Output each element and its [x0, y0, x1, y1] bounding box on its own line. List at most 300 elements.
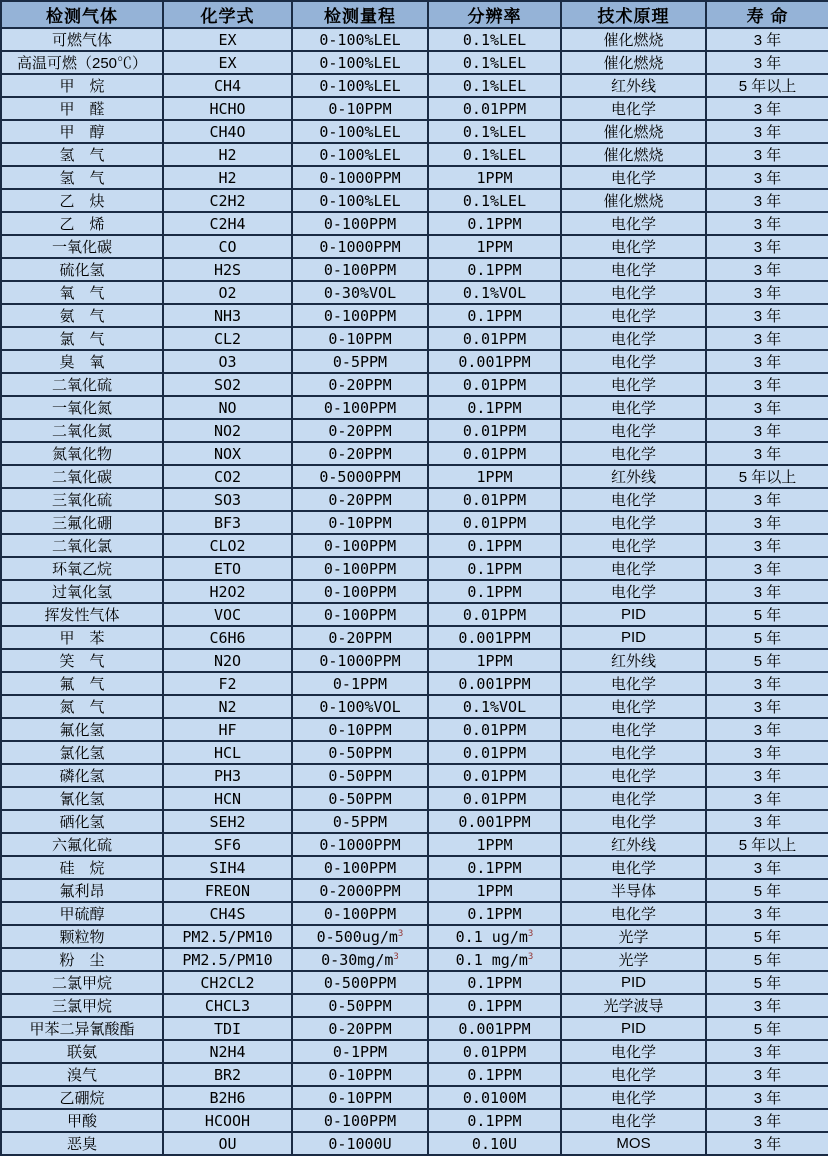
cell-resolution: 0.001PPM	[428, 810, 561, 833]
cell-resolution: 0.01PPM	[428, 603, 561, 626]
cell-lifespan: 3 年	[706, 695, 828, 718]
cell-principle: 红外线	[561, 833, 706, 856]
cell-gas-name: 氨 气	[1, 304, 163, 327]
table-row	[1, 603, 828, 626]
cell-range: 0-100PPM	[292, 304, 428, 327]
table-row	[1, 925, 828, 948]
superscript-3: 3	[527, 928, 534, 939]
column-header: 检测气体	[1, 1, 163, 28]
cell-principle: 电化学	[561, 902, 706, 925]
cell-formula: PM2.5/PM10	[163, 948, 292, 971]
cell-range: 0-100PPM	[292, 212, 428, 235]
cell-formula: PH3	[163, 764, 292, 787]
table-row	[1, 580, 828, 603]
cell-gas-name: 二氧化氮	[1, 419, 163, 442]
cell-range: 0-20PPM	[292, 626, 428, 649]
table-row	[1, 143, 828, 166]
column-header: 检测量程	[292, 1, 428, 28]
cell-principle: 电化学	[561, 97, 706, 120]
cell-gas-name: 二氧化硫	[1, 373, 163, 396]
cell-range: $0-30mg/m^3$	[292, 948, 428, 971]
cell-range: 0-5PPM	[292, 810, 428, 833]
cell-gas-name: 氢 气	[1, 143, 163, 166]
table-row	[1, 396, 828, 419]
cell-range: 0-100%LEL	[292, 28, 428, 51]
cell-principle: 电化学	[561, 1040, 706, 1063]
cell-resolution: 0.1%VOL	[428, 695, 561, 718]
cell-principle: 电化学	[561, 258, 706, 281]
table-row	[1, 764, 828, 787]
cell-range: $0-500ug/m^3$	[292, 925, 428, 948]
cell-range: 0-2000PPM	[292, 879, 428, 902]
cell-principle: 电化学	[561, 580, 706, 603]
table-row	[1, 51, 828, 74]
cell-lifespan: 3 年	[706, 373, 828, 396]
cell-gas-name: 氯化氢	[1, 741, 163, 764]
cell-resolution: 0.1PPM	[428, 856, 561, 879]
cell-resolution: 0.001PPM	[428, 1017, 561, 1040]
cell-formula: NH3	[163, 304, 292, 327]
cell-gas-name: 二氧化氯	[1, 534, 163, 557]
cell-formula: H2O2	[163, 580, 292, 603]
cell-principle: PID	[561, 626, 706, 649]
table-row	[1, 465, 828, 488]
cell-resolution: 0.1%LEL	[428, 120, 561, 143]
cell-resolution: 0.1PPM	[428, 994, 561, 1017]
cell-principle: 电化学	[561, 166, 706, 189]
table-row	[1, 419, 828, 442]
cell-range: 0-1000PPM	[292, 649, 428, 672]
cell-principle: 催化燃烧	[561, 51, 706, 74]
cell-range: 0-100%LEL	[292, 120, 428, 143]
table-row	[1, 971, 828, 994]
table-row	[1, 1086, 828, 1109]
header-row	[1, 1, 828, 28]
cell-range: 0-1000PPM	[292, 833, 428, 856]
cell-formula: FREON	[163, 879, 292, 902]
table-row	[1, 373, 828, 396]
column-header: 化学式	[163, 1, 292, 28]
cell-range: 0-20PPM	[292, 1017, 428, 1040]
cell-lifespan: 5 年	[706, 971, 828, 994]
table-row	[1, 97, 828, 120]
cell-resolution: 0.1%LEL	[428, 51, 561, 74]
cell-formula: BF3	[163, 511, 292, 534]
cell-principle: 电化学	[561, 741, 706, 764]
cell-gas-name: 氟化氢	[1, 718, 163, 741]
cell-formula: N2O	[163, 649, 292, 672]
table-row	[1, 534, 828, 557]
table-row	[1, 787, 828, 810]
cell-range: 0-50PPM	[292, 741, 428, 764]
cell-lifespan: 3 年	[706, 856, 828, 879]
cell-resolution: 0.1%LEL	[428, 143, 561, 166]
cell-lifespan: 3 年	[706, 1132, 828, 1155]
cell-lifespan: 3 年	[706, 1109, 828, 1132]
cell-lifespan: 3 年	[706, 258, 828, 281]
cell-principle: 电化学	[561, 373, 706, 396]
table-row	[1, 741, 828, 764]
superscript-3: 3	[527, 951, 534, 962]
cell-formula: CL2	[163, 327, 292, 350]
cell-resolution: 0.01PPM	[428, 442, 561, 465]
cell-range: 0-50PPM	[292, 787, 428, 810]
cell-principle: 催化燃烧	[561, 120, 706, 143]
table-row	[1, 511, 828, 534]
cell-gas-name: 挥发性气体	[1, 603, 163, 626]
column-header: 分辨率	[428, 1, 561, 28]
cell-lifespan: 3 年	[706, 350, 828, 373]
table-row	[1, 304, 828, 327]
cell-range: 0-1PPM	[292, 672, 428, 695]
cell-range: 0-100%VOL	[292, 695, 428, 718]
cell-resolution: 0.01PPM	[428, 419, 561, 442]
cell-formula: CH4S	[163, 902, 292, 925]
cell-gas-name: 二氯甲烷	[1, 971, 163, 994]
cell-resolution: 0.10U	[428, 1132, 561, 1155]
table-row	[1, 74, 828, 97]
cell-principle: 电化学	[561, 672, 706, 695]
cell-gas-name: 甲 醇	[1, 120, 163, 143]
cell-gas-name: 甲 苯	[1, 626, 163, 649]
cell-range: 0-100%LEL	[292, 51, 428, 74]
cell-resolution: 0.01PPM	[428, 511, 561, 534]
cell-lifespan: 3 年	[706, 442, 828, 465]
cell-principle: 电化学	[561, 419, 706, 442]
cell-gas-name: 氮氧化物	[1, 442, 163, 465]
cell-gas-name: 甲 醛	[1, 97, 163, 120]
cell-formula: N2	[163, 695, 292, 718]
cell-resolution: 0.0100M	[428, 1086, 561, 1109]
cell-resolution: 0.01PPM	[428, 373, 561, 396]
cell-lifespan: 5 年	[706, 879, 828, 902]
cell-lifespan: 3 年	[706, 396, 828, 419]
cell-formula: HCOOH	[163, 1109, 292, 1132]
cell-formula: CHCL3	[163, 994, 292, 1017]
table-row	[1, 810, 828, 833]
cell-range: 0-100PPM	[292, 902, 428, 925]
cell-gas-name: 溴气	[1, 1063, 163, 1086]
table-row	[1, 327, 828, 350]
table-row	[1, 833, 828, 856]
cell-principle: 电化学	[561, 1063, 706, 1086]
cell-resolution: 0.01PPM	[428, 718, 561, 741]
cell-gas-name: 高温可燃（250℃）	[1, 51, 163, 74]
table-row	[1, 166, 828, 189]
cell-formula: HCHO	[163, 97, 292, 120]
cell-formula: CH4	[163, 74, 292, 97]
cell-formula: NO	[163, 396, 292, 419]
cell-gas-name: 恶臭	[1, 1132, 163, 1155]
cell-formula: CO2	[163, 465, 292, 488]
cell-principle: 电化学	[561, 695, 706, 718]
cell-resolution: 0.001PPM	[428, 350, 561, 373]
cell-gas-name: 氧 气	[1, 281, 163, 304]
cell-lifespan: 3 年	[706, 557, 828, 580]
cell-gas-name: 氟 气	[1, 672, 163, 695]
cell-lifespan: 5 年	[706, 948, 828, 971]
cell-range: 0-20PPM	[292, 442, 428, 465]
table-row	[1, 1017, 828, 1040]
cell-formula: CH4O	[163, 120, 292, 143]
table-row	[1, 212, 828, 235]
cell-lifespan: 5 年	[706, 925, 828, 948]
table-row	[1, 994, 828, 1017]
cell-gas-name: 臭 氧	[1, 350, 163, 373]
table-row	[1, 626, 828, 649]
cell-resolution: 0.1%LEL	[428, 74, 561, 97]
cell-gas-name: 可燃气体	[1, 28, 163, 51]
cell-resolution: 0.1%LEL	[428, 189, 561, 212]
cell-range: 0-100PPM	[292, 258, 428, 281]
table-row	[1, 235, 828, 258]
cell-principle: 电化学	[561, 718, 706, 741]
cell-formula: CH2CL2	[163, 971, 292, 994]
cell-range: 0-50PPM	[292, 994, 428, 1017]
cell-gas-name: 甲苯二异氰酸酯	[1, 1017, 163, 1040]
cell-formula: H2	[163, 143, 292, 166]
cell-resolution: 1PPM	[428, 465, 561, 488]
cell-resolution: 1PPM	[428, 166, 561, 189]
cell-principle: 红外线	[561, 649, 706, 672]
table-row	[1, 442, 828, 465]
cell-formula: SEH2	[163, 810, 292, 833]
cell-principle: 电化学	[561, 304, 706, 327]
cell-lifespan: 3 年	[706, 189, 828, 212]
cell-resolution: 0.1 $mg/m^3$	[428, 948, 561, 971]
cell-principle: 电化学	[561, 810, 706, 833]
cell-formula: PM2.5/PM10	[163, 925, 292, 948]
cell-principle: 电化学	[561, 488, 706, 511]
cell-gas-name: 甲 烷	[1, 74, 163, 97]
cell-resolution: 1PPM	[428, 833, 561, 856]
cell-lifespan: 3 年	[706, 1086, 828, 1109]
cell-resolution: 0.01PPM	[428, 787, 561, 810]
table-body	[1, 28, 828, 1155]
cell-range: 0-20PPM	[292, 373, 428, 396]
cell-range: 0-20PPM	[292, 419, 428, 442]
cell-resolution: 0.1%VOL	[428, 281, 561, 304]
table-row	[1, 281, 828, 304]
cell-lifespan: 3 年	[706, 718, 828, 741]
cell-resolution: 0.1PPM	[428, 258, 561, 281]
cell-range: 0-10PPM	[292, 1063, 428, 1086]
cell-formula: CO	[163, 235, 292, 258]
cell-range: 0-30%VOL	[292, 281, 428, 304]
cell-gas-name: 过氧化氢	[1, 580, 163, 603]
cell-lifespan: 3 年	[706, 235, 828, 258]
cell-formula: CLO2	[163, 534, 292, 557]
cell-lifespan: 3 年	[706, 51, 828, 74]
cell-gas-name: 环氧乙烷	[1, 557, 163, 580]
cell-lifespan: 3 年	[706, 580, 828, 603]
cell-formula: ETO	[163, 557, 292, 580]
cell-range: 0-100PPM	[292, 580, 428, 603]
cell-lifespan: 3 年	[706, 281, 828, 304]
cell-gas-name: 六氟化硫	[1, 833, 163, 856]
cell-range: 0-10PPM	[292, 511, 428, 534]
cell-range: 0-100%LEL	[292, 189, 428, 212]
cell-range: 0-100PPM	[292, 534, 428, 557]
column-header: 技术原理	[561, 1, 706, 28]
cell-formula: SF6	[163, 833, 292, 856]
table-row	[1, 948, 828, 971]
cell-lifespan: 3 年	[706, 28, 828, 51]
table-row	[1, 1109, 828, 1132]
cell-resolution: 0.1PPM	[428, 902, 561, 925]
cell-range: 0-100PPM	[292, 603, 428, 626]
cell-range: 0-10PPM	[292, 1086, 428, 1109]
table-row	[1, 1040, 828, 1063]
table-row	[1, 649, 828, 672]
cell-principle: 电化学	[561, 350, 706, 373]
cell-resolution: 0.1PPM	[428, 1109, 561, 1132]
cell-principle: 电化学	[561, 787, 706, 810]
cell-lifespan: 3 年	[706, 764, 828, 787]
cell-resolution: 0.1PPM	[428, 971, 561, 994]
cell-principle: 电化学	[561, 764, 706, 787]
cell-lifespan: 3 年	[706, 1040, 828, 1063]
cell-principle: 催化燃烧	[561, 28, 706, 51]
cell-gas-name: 一氧化氮	[1, 396, 163, 419]
cell-formula: HF	[163, 718, 292, 741]
cell-range: 0-5000PPM	[292, 465, 428, 488]
cell-principle: 电化学	[561, 1086, 706, 1109]
cell-formula: H2	[163, 166, 292, 189]
cell-principle: 电化学	[561, 396, 706, 419]
cell-lifespan: 5 年以上	[706, 833, 828, 856]
table-row	[1, 120, 828, 143]
cell-lifespan: 3 年	[706, 97, 828, 120]
cell-range: 0-20PPM	[292, 488, 428, 511]
cell-principle: 光学	[561, 925, 706, 948]
cell-range: 0-1000U	[292, 1132, 428, 1155]
cell-principle: 电化学	[561, 534, 706, 557]
cell-lifespan: 3 年	[706, 534, 828, 557]
cell-principle: 半导体	[561, 879, 706, 902]
cell-formula: C2H2	[163, 189, 292, 212]
cell-resolution: 0.001PPM	[428, 626, 561, 649]
cell-resolution: 1PPM	[428, 235, 561, 258]
cell-lifespan: 3 年	[706, 143, 828, 166]
cell-lifespan: 3 年	[706, 902, 828, 925]
cell-formula: F2	[163, 672, 292, 695]
cell-principle: 红外线	[561, 74, 706, 97]
cell-lifespan: 3 年	[706, 994, 828, 1017]
cell-range: 0-10PPM	[292, 327, 428, 350]
cell-formula: C6H6	[163, 626, 292, 649]
cell-range: 0-5PPM	[292, 350, 428, 373]
cell-formula: SIH4	[163, 856, 292, 879]
cell-range: 0-10PPM	[292, 718, 428, 741]
cell-gas-name: 氰化氢	[1, 787, 163, 810]
cell-formula: B2H6	[163, 1086, 292, 1109]
cell-range: 0-1000PPM	[292, 166, 428, 189]
cell-resolution: 0.1PPM	[428, 304, 561, 327]
table-row	[1, 557, 828, 580]
column-header: 寿 命	[706, 1, 828, 28]
cell-lifespan: 3 年	[706, 741, 828, 764]
cell-formula: VOC	[163, 603, 292, 626]
cell-gas-name: 硅 烷	[1, 856, 163, 879]
table-row	[1, 350, 828, 373]
cell-range: 0-50PPM	[292, 764, 428, 787]
cell-gas-name: 甲酸	[1, 1109, 163, 1132]
cell-formula: C2H4	[163, 212, 292, 235]
cell-resolution: 0.1PPM	[428, 396, 561, 419]
cell-resolution: 0.1PPM	[428, 1063, 561, 1086]
cell-formula: HCN	[163, 787, 292, 810]
cell-formula: NOX	[163, 442, 292, 465]
table-row	[1, 488, 828, 511]
cell-gas-name: 颗粒物	[1, 925, 163, 948]
cell-resolution: 0.001PPM	[428, 672, 561, 695]
table-row	[1, 879, 828, 902]
cell-range: 0-100%LEL	[292, 74, 428, 97]
cell-formula: O2	[163, 281, 292, 304]
cell-formula: SO3	[163, 488, 292, 511]
cell-resolution: 0.01PPM	[428, 327, 561, 350]
cell-principle: 红外线	[561, 465, 706, 488]
table-row	[1, 856, 828, 879]
cell-principle: PID	[561, 603, 706, 626]
cell-lifespan: 3 年	[706, 120, 828, 143]
cell-lifespan: 3 年	[706, 419, 828, 442]
cell-lifespan: 5 年	[706, 1017, 828, 1040]
cell-resolution: 0.01PPM	[428, 488, 561, 511]
table-row	[1, 902, 828, 925]
cell-resolution: 0.1PPM	[428, 212, 561, 235]
cell-lifespan: 3 年	[706, 810, 828, 833]
cell-formula: BR2	[163, 1063, 292, 1086]
cell-principle: 电化学	[561, 327, 706, 350]
cell-principle: 催化燃烧	[561, 143, 706, 166]
cell-principle: PID	[561, 971, 706, 994]
cell-principle: 光学	[561, 948, 706, 971]
cell-resolution: 0.1%LEL	[428, 28, 561, 51]
cell-gas-name: 三氟化硼	[1, 511, 163, 534]
cell-formula: O3	[163, 350, 292, 373]
cell-formula: SO2	[163, 373, 292, 396]
cell-principle: 电化学	[561, 557, 706, 580]
cell-gas-name: 乙 炔	[1, 189, 163, 212]
superscript-3: 3	[397, 928, 404, 939]
cell-lifespan: 5 年	[706, 603, 828, 626]
cell-gas-name: 联氨	[1, 1040, 163, 1063]
table-row	[1, 718, 828, 741]
cell-principle: 电化学	[561, 442, 706, 465]
cell-range: 0-100PPM	[292, 856, 428, 879]
cell-lifespan: 3 年	[706, 672, 828, 695]
cell-gas-name: 氮 气	[1, 695, 163, 718]
cell-gas-name: 氟利昂	[1, 879, 163, 902]
cell-range: 0-1PPM	[292, 1040, 428, 1063]
cell-formula: TDI	[163, 1017, 292, 1040]
cell-range: 0-100PPM	[292, 557, 428, 580]
cell-resolution: 0.1PPM	[428, 580, 561, 603]
cell-formula: H2S	[163, 258, 292, 281]
cell-formula: EX	[163, 51, 292, 74]
cell-lifespan: 3 年	[706, 327, 828, 350]
cell-lifespan: 3 年	[706, 488, 828, 511]
cell-gas-name: 二氧化碳	[1, 465, 163, 488]
cell-lifespan: 3 年	[706, 511, 828, 534]
cell-gas-name: 氢 气	[1, 166, 163, 189]
cell-lifespan: 3 年	[706, 212, 828, 235]
cell-lifespan: 5 年以上	[706, 465, 828, 488]
cell-formula: N2H4	[163, 1040, 292, 1063]
table-row	[1, 28, 828, 51]
